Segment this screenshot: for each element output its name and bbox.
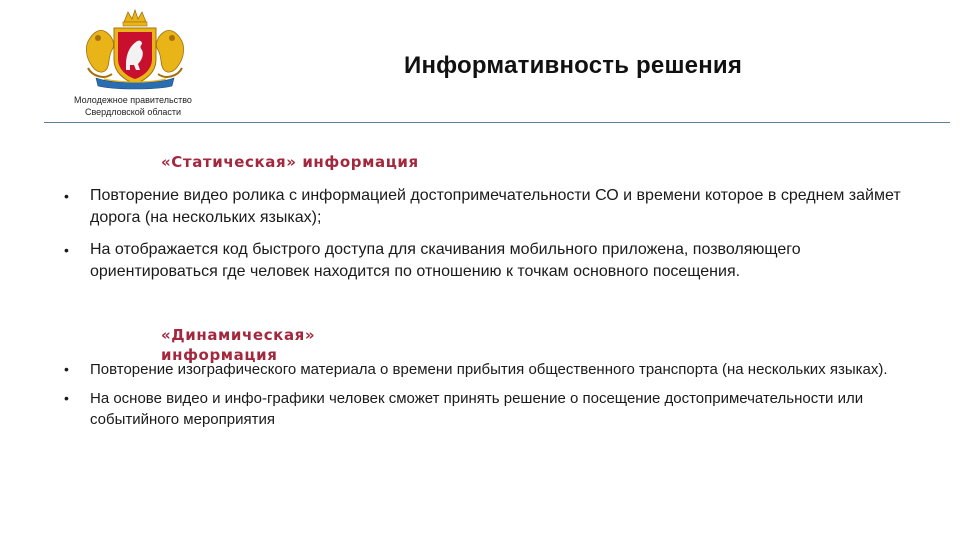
- bullet-icon: •: [64, 242, 69, 258]
- bullet-icon: •: [64, 188, 69, 204]
- list-item: [64, 388, 914, 430]
- bullet-icon: •: [64, 361, 69, 377]
- list-item-text: На основе видео и инфо-графики человек сможет принять решение о посещение достопримечательности или событийного мероприятия: [90, 390, 864, 428]
- list-item: [64, 359, 914, 380]
- bullet-icon: •: [64, 390, 69, 406]
- list-item: [64, 239, 914, 283]
- static-info-list: [64, 185, 914, 293]
- coat-of-arms-icon: [76, 8, 194, 92]
- section-heading-dynamic: «Динамическая» информация: [161, 326, 316, 364]
- list-item-text: Повторение видео ролика с информацией достопримечательности СО и времени которое в среднем займет дорога (на нескольких языках);: [90, 187, 901, 226]
- organization-name: Молодежное правительство Свердловской области: [74, 95, 192, 117]
- dynamic-info-list: [64, 359, 914, 438]
- header-divider: [44, 122, 950, 123]
- page-title: Информативность решения: [404, 52, 743, 79]
- list-item-text: На отображается код быстрого доступа для скачивания мобильного приложена, позволяющего ориентироваться где человек находится по отношению к точкам основного посещения.: [90, 241, 801, 280]
- list-item: [64, 185, 914, 229]
- coat-of-arms-logo: [76, 8, 194, 92]
- list-item-text: Повторение изографического материала о времени прибытия общественного транспорта (на нескольких языках).: [90, 361, 888, 378]
- section-heading-static: «Статическая» информация: [161, 153, 419, 171]
